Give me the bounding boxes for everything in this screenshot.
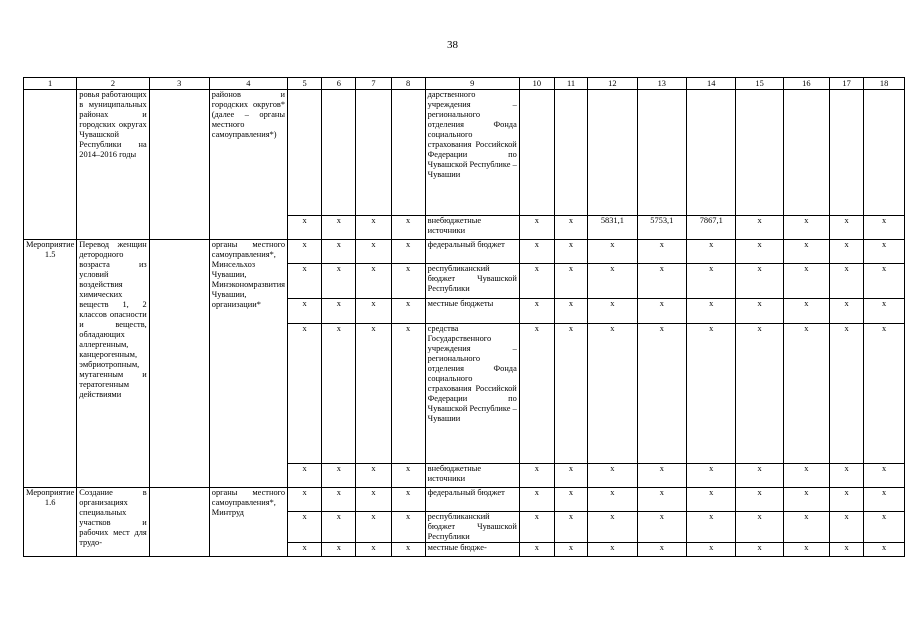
x-mark: х bbox=[783, 512, 829, 543]
empty-cell bbox=[519, 90, 554, 216]
funding-source: республиканский бюджет Чувашской Республики bbox=[425, 512, 519, 543]
x-mark: х bbox=[588, 512, 637, 543]
x-mark: х bbox=[736, 299, 783, 324]
x-mark: х bbox=[519, 464, 554, 488]
measure-label: Мероприятие 1.5 bbox=[24, 240, 77, 488]
x-mark: х bbox=[736, 240, 783, 264]
x-mark: х bbox=[687, 299, 736, 324]
empty-cell bbox=[554, 90, 587, 216]
measure-1-6 bbox=[24, 488, 905, 557]
x-mark: х bbox=[322, 216, 356, 240]
x-mark: х bbox=[588, 324, 637, 464]
x-mark: х bbox=[864, 264, 905, 299]
x-mark: х bbox=[391, 488, 425, 512]
measure-executors: органы местного самоуправления*, Минтруд bbox=[209, 488, 287, 557]
table-row bbox=[24, 240, 905, 264]
x-mark: х bbox=[588, 488, 637, 512]
funding-source: дарственного учреждения – регионального отделения Фонда социального страхования Российской Федерации по Чувашской Республике – Чувашии bbox=[425, 90, 519, 216]
empty-cell bbox=[588, 90, 637, 216]
col-number: 4 bbox=[209, 78, 287, 90]
x-mark: х bbox=[519, 543, 554, 557]
col-number: 11 bbox=[554, 78, 587, 90]
x-mark: х bbox=[554, 543, 587, 557]
x-mark: х bbox=[736, 464, 783, 488]
funding-source: местные бюджеты bbox=[425, 299, 519, 324]
x-mark: х bbox=[356, 543, 391, 557]
x-mark: х bbox=[288, 240, 322, 264]
x-mark: х bbox=[391, 299, 425, 324]
funding-source: федеральный бюджет bbox=[425, 488, 519, 512]
x-mark: х bbox=[864, 512, 905, 543]
x-mark: х bbox=[637, 512, 686, 543]
x-mark: х bbox=[356, 488, 391, 512]
x-mark: х bbox=[588, 264, 637, 299]
col-number: 13 bbox=[637, 78, 686, 90]
x-mark: х bbox=[637, 299, 686, 324]
x-mark: х bbox=[391, 464, 425, 488]
x-mark: х bbox=[391, 543, 425, 557]
measure-description: Перевод женщин детородного возраста из условий воздействия химических веществ 1, 2 классов опасности и веществ, обладающих аллергенным, канцерогенным, эмбриотропным, мутагенным и тератогенным действиями bbox=[77, 240, 149, 488]
col-number: 15 bbox=[736, 78, 783, 90]
col-number: 18 bbox=[864, 78, 905, 90]
empty-cell bbox=[149, 240, 209, 488]
col-number: 1 bbox=[24, 78, 77, 90]
empty-cell bbox=[829, 90, 863, 216]
x-mark: х bbox=[829, 512, 863, 543]
col-number: 6 bbox=[322, 78, 356, 90]
x-mark: х bbox=[554, 264, 587, 299]
x-mark: х bbox=[736, 264, 783, 299]
x-mark: х bbox=[519, 324, 554, 464]
x-mark: х bbox=[736, 512, 783, 543]
funding-source: местные бюдже- bbox=[425, 543, 519, 557]
x-mark: х bbox=[783, 543, 829, 557]
x-mark: х bbox=[829, 324, 863, 464]
col-number: 16 bbox=[783, 78, 829, 90]
x-mark: х bbox=[288, 264, 322, 299]
x-mark: х bbox=[519, 216, 554, 240]
x-mark: х bbox=[356, 464, 391, 488]
x-mark: х bbox=[356, 240, 391, 264]
x-mark: х bbox=[288, 543, 322, 557]
x-mark: х bbox=[864, 464, 905, 488]
measure-description: Создание в организациях специальных участков и рабочих мест для трудо- bbox=[77, 488, 149, 557]
x-mark: х bbox=[783, 464, 829, 488]
col-number: 12 bbox=[588, 78, 637, 90]
x-mark: х bbox=[554, 464, 587, 488]
x-mark: х bbox=[391, 264, 425, 299]
value-cell: 7867,1 bbox=[687, 216, 736, 240]
x-mark: х bbox=[554, 324, 587, 464]
x-mark: х bbox=[783, 324, 829, 464]
funding-source: внебюджетные источники bbox=[425, 464, 519, 488]
empty-cell bbox=[356, 90, 391, 216]
x-mark: х bbox=[519, 264, 554, 299]
x-mark: х bbox=[687, 543, 736, 557]
funding-source: республиканский бюджет Чувашской Республики bbox=[425, 264, 519, 299]
x-mark: х bbox=[687, 464, 736, 488]
x-mark: х bbox=[783, 488, 829, 512]
measure-label bbox=[24, 90, 77, 240]
x-mark: х bbox=[519, 488, 554, 512]
x-mark: х bbox=[356, 216, 391, 240]
x-mark: х bbox=[288, 488, 322, 512]
x-mark: х bbox=[864, 488, 905, 512]
x-mark: х bbox=[783, 264, 829, 299]
x-mark: х bbox=[588, 299, 637, 324]
x-mark: х bbox=[687, 324, 736, 464]
x-mark: х bbox=[391, 324, 425, 464]
x-mark: х bbox=[864, 299, 905, 324]
x-mark: х bbox=[519, 512, 554, 543]
x-mark: х bbox=[519, 240, 554, 264]
funding-source: федеральный бюджет bbox=[425, 240, 519, 264]
col-number: 5 bbox=[288, 78, 322, 90]
x-mark: х bbox=[864, 324, 905, 464]
x-mark: х bbox=[687, 264, 736, 299]
x-mark: х bbox=[864, 216, 905, 240]
x-mark: х bbox=[356, 264, 391, 299]
x-mark: х bbox=[736, 543, 783, 557]
x-mark: х bbox=[288, 464, 322, 488]
x-mark: х bbox=[391, 216, 425, 240]
x-mark: х bbox=[687, 512, 736, 543]
x-mark: х bbox=[391, 512, 425, 543]
col-number: 2 bbox=[77, 78, 149, 90]
x-mark: х bbox=[356, 299, 391, 324]
x-mark: х bbox=[356, 512, 391, 543]
measure-1-5 bbox=[24, 240, 905, 488]
x-mark: х bbox=[554, 216, 587, 240]
x-mark: х bbox=[588, 543, 637, 557]
col-number: 10 bbox=[519, 78, 554, 90]
empty-cell bbox=[783, 90, 829, 216]
col-number: 17 bbox=[829, 78, 863, 90]
x-mark: х bbox=[783, 216, 829, 240]
x-mark: х bbox=[829, 488, 863, 512]
x-mark: х bbox=[391, 240, 425, 264]
col-number: 3 bbox=[149, 78, 209, 90]
empty-cell bbox=[637, 90, 686, 216]
empty-cell bbox=[322, 90, 356, 216]
x-mark: х bbox=[322, 488, 356, 512]
col-number: 9 bbox=[425, 78, 519, 90]
x-mark: х bbox=[322, 240, 356, 264]
x-mark: х bbox=[736, 488, 783, 512]
empty-cell bbox=[149, 488, 209, 557]
empty-cell bbox=[288, 90, 322, 216]
x-mark: х bbox=[322, 543, 356, 557]
x-mark: х bbox=[829, 543, 863, 557]
x-mark: х bbox=[637, 324, 686, 464]
x-mark: х bbox=[637, 488, 686, 512]
x-mark: х bbox=[637, 464, 686, 488]
x-mark: х bbox=[322, 299, 356, 324]
col-number: 14 bbox=[687, 78, 736, 90]
empty-cell bbox=[149, 90, 209, 240]
x-mark: х bbox=[554, 488, 587, 512]
x-mark: х bbox=[288, 512, 322, 543]
x-mark: х bbox=[736, 216, 783, 240]
x-mark: х bbox=[322, 512, 356, 543]
funding-source: внебюджетные источники bbox=[425, 216, 519, 240]
x-mark: х bbox=[829, 299, 863, 324]
empty-cell bbox=[864, 90, 905, 216]
measure-description: ровья работающих в муниципальных районах и городских округах Чувашской Республики на 2014–2016 годы bbox=[77, 90, 149, 240]
measure-executors: районов и городских округов* (далее – органы местного самоуправления*) bbox=[209, 90, 287, 240]
x-mark: х bbox=[588, 464, 637, 488]
empty-cell bbox=[391, 90, 425, 216]
x-mark: х bbox=[322, 324, 356, 464]
empty-cell bbox=[687, 90, 736, 216]
x-mark: х bbox=[288, 324, 322, 464]
x-mark: х bbox=[288, 216, 322, 240]
header-row bbox=[24, 78, 905, 90]
x-mark: х bbox=[588, 240, 637, 264]
col-number: 7 bbox=[356, 78, 391, 90]
x-mark: х bbox=[637, 240, 686, 264]
empty-cell bbox=[736, 90, 783, 216]
x-mark: х bbox=[519, 299, 554, 324]
measure-label: Мероприятие 1.6 bbox=[24, 488, 77, 557]
table-row bbox=[24, 90, 905, 216]
program-table bbox=[23, 77, 905, 557]
value-cell: 5831,1 bbox=[588, 216, 637, 240]
x-mark: х bbox=[322, 264, 356, 299]
x-mark: х bbox=[783, 240, 829, 264]
value-cell: 5753,1 bbox=[637, 216, 686, 240]
x-mark: х bbox=[829, 216, 863, 240]
x-mark: х bbox=[554, 512, 587, 543]
measure-executors: органы местного самоуправления*, Минсельхоз Чувашии, Минэкономразвития Чувашии, организации* bbox=[209, 240, 287, 488]
x-mark: х bbox=[322, 464, 356, 488]
x-mark: х bbox=[554, 240, 587, 264]
x-mark: х bbox=[829, 240, 863, 264]
page-number: 38 bbox=[447, 39, 458, 51]
x-mark: х bbox=[687, 488, 736, 512]
table-row bbox=[24, 488, 905, 512]
x-mark: х bbox=[288, 299, 322, 324]
x-mark: х bbox=[864, 240, 905, 264]
x-mark: х bbox=[783, 299, 829, 324]
x-mark: х bbox=[687, 240, 736, 264]
col-number: 8 bbox=[391, 78, 425, 90]
funding-source: средства Государственного учреждения – регионального отделения Фонда социального страхования Российской Федерации по Чувашской Республике – Чувашии bbox=[425, 324, 519, 464]
x-mark: х bbox=[637, 543, 686, 557]
x-mark: х bbox=[829, 264, 863, 299]
x-mark: х bbox=[864, 543, 905, 557]
x-mark: х bbox=[637, 264, 686, 299]
x-mark: х bbox=[554, 299, 587, 324]
x-mark: х bbox=[829, 464, 863, 488]
x-mark: х bbox=[356, 324, 391, 464]
x-mark: х bbox=[736, 324, 783, 464]
